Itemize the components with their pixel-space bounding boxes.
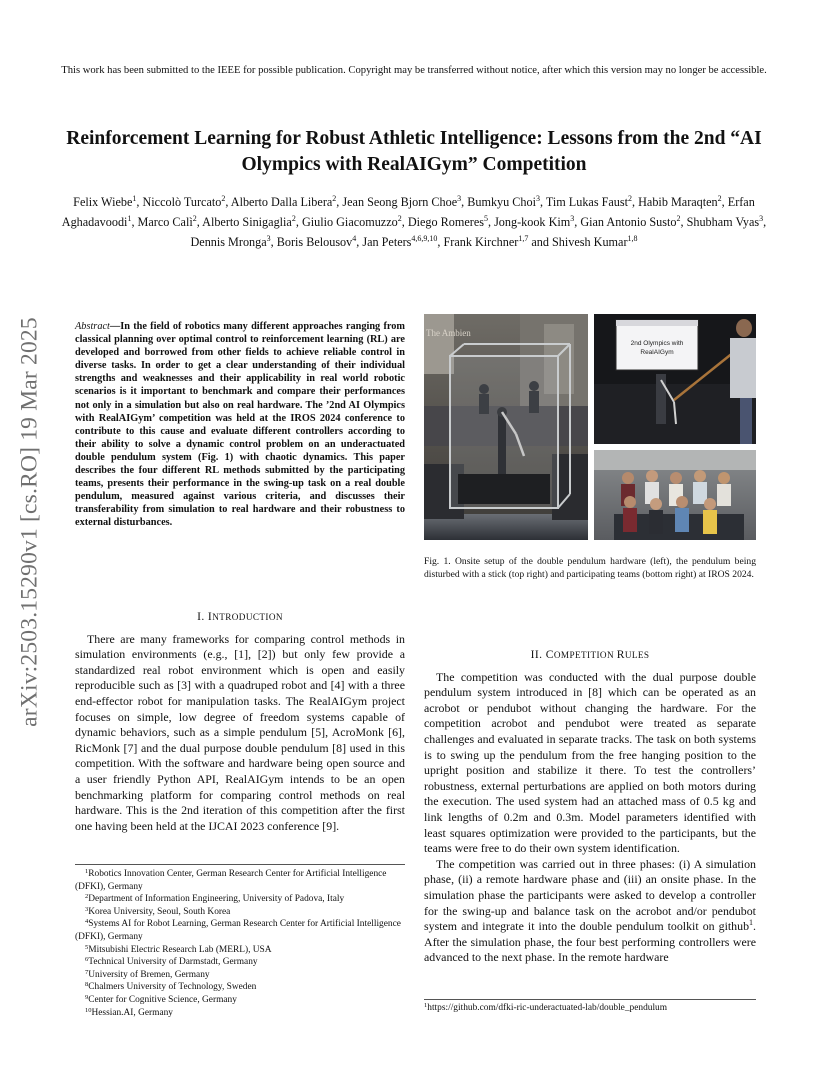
- banner-text: The Ambien: [426, 328, 471, 338]
- author-name: Boris Belousov: [276, 235, 353, 249]
- hardware-setup-photo: [424, 314, 588, 540]
- author-name: Jan Peters: [362, 235, 412, 249]
- footnote: $^3$Korea University, Seoul, South Korea: [85, 905, 231, 917]
- affiliation-footnotes: [75, 864, 405, 1019]
- footnote: $^2$Department of Information Engineering, University of Padova, Italy: [85, 893, 345, 905]
- author-affiliation: 2: [676, 214, 681, 223]
- author-list: Felix Wiebe$^1$, Niccolò Turcato$^2$, Alberto Dalla Libera$^2$, Jean Seong Bjorn Choe$^3$, Bumkyu Choi$^3$, Tim Lukas Faust$^2$, Habib Maraqten$^2$, Erfan Aghadavoodi$^1$, Marco Calì$^2$, Alberto Sinigaglia$^2$, Giulio Giacomuzzo$^2$, Diego Romeres$^5$, Jong-kook Kim$^3$, Gian Antonio Susto$^2$, Shubham Vyas$^3$, Dennis Mronga$^3$, Boris Belousov$^4$, Jan Peters$^{4,6,9,10}$, Frank Kirchner$^{1,7}$ and Shivesh Kumar$^{1,8}$: [61, 194, 767, 249]
- author-affiliation: 4: [352, 234, 357, 243]
- author-name: Bumkyu Choi: [467, 195, 536, 209]
- intro-paragraph: There are many frameworks for comparing control methods in simulation environments (e.g., [1], [2]) but only few provide a standardized real robot environment which is open and easily reproducible such as [3] with a quadruped robot and [4] with a three end-effector robot for manipulation tasks. The RealAIGym project focuses on simple, low degree of freedom systems capable of dynamic behaviors, such as a simple pendulum [5], AcroMonk [6], RicMonk [7] and the dual purpose double pendulum [8] used in this competition. With the software and hardware being open source and a user friendly Python API, RealAIGym intends to be an open benchmarking platform for comparing control methods on real hardware. This is the 2nd iteration of this competition after the first one having been held at the IJCAI 2023 conference [9].: [75, 631, 405, 833]
- introduction-section: [75, 609, 405, 834]
- copyright-notice: This work has been submitted to the IEEE for possible publication. Copyright may be transferred without notice, after which this version may no longer be accessible.: [61, 65, 767, 76]
- footnote: $^7$University of Bremen, Germany: [85, 968, 210, 980]
- competition-rules-section: [424, 647, 756, 966]
- author-affiliation: 2: [221, 194, 226, 203]
- author-affiliation: 1: [127, 214, 132, 223]
- arxiv-stamp: [10, 282, 50, 762]
- author-affiliation: 1,8: [627, 234, 638, 243]
- author-name: Alberto Dalla Libera: [230, 195, 333, 209]
- footnote: $^5$Mitsubishi Electric Research Lab (MERL), USA: [85, 943, 272, 955]
- author-affiliation: 2: [397, 214, 402, 223]
- author-affiliation: 3: [457, 194, 462, 203]
- abstract: [75, 320, 405, 530]
- author-name: Gian Antonio Susto: [580, 215, 677, 229]
- figure-1: [424, 314, 756, 540]
- disturbance-photo: [594, 314, 756, 444]
- github-url[interactable]: https://github.com/dfki-ric-underactuated-lab/double_pendulum: [427, 1003, 668, 1013]
- author-affiliation: 2: [332, 194, 337, 203]
- author-affiliation: 2: [628, 194, 633, 203]
- author-affiliation: 3: [759, 214, 764, 223]
- author-affiliation: 2: [291, 214, 296, 223]
- screen-text-1: 2nd Olympics with: [630, 340, 684, 347]
- teams-photo: [594, 450, 756, 540]
- author-name: Alberto Sinigaglia: [202, 215, 292, 229]
- figure-photos: [424, 314, 756, 540]
- author-name: Shivesh Kumar: [552, 235, 628, 249]
- arxiv-id: arXiv:2503.15290v1 [cs.RO] 19 Mar 2025: [16, 317, 43, 727]
- abstract-text: In the field of robotics many different approaches ranging from classical planning over optimal control to reinforcement learning (RL) are developed and borrowed from other fields to achieve reliable control in diverse tasks. In order to get a clear understanding of their individual strengths and weaknesses and their applicability in real world robotic scenarios is it important to benchmark and compare their performances not only in a simulation but also on real hardware. The ’2nd AI Olympics with RealAIGym’ competition was held at the IROS 2024 conference to contribute to this cause and evaluate different controllers according to their ability to solve a dynamic control problem on an underactuated double pendulum system (Fig. 1) with chaotic dynamics. This paper describes the four different RL methods submitted by the participating teams, presents their performance in the swing-up task on a real double pendulum, measured against various criteria, and discusses their transferability from simulation to real hardware and their robustness to external disturbances.: [75, 321, 405, 529]
- footnote: $^8$Chalmers University of Technology, Sweden: [85, 981, 257, 993]
- author-name: Felix Wiebe: [73, 195, 133, 209]
- author-affiliation: 1: [132, 194, 137, 203]
- rules-paragraph-2: The competition was carried out in three phases: (i) A simulation phase, (ii) a remote hardware phase and (iii) an onsite phase. In the simulation phase the participants were asked to develop a controller for the swing-up and balance task on the acrobot and/or pendubot system and integrate it into the double pendulum toolkit on github$^1$. After the simulation phase, the four best performing controllers were advanced to the next phase. In the remote hardware: [424, 856, 756, 965]
- screen-text-2: RealAIGym: [640, 349, 674, 356]
- author-name: Niccolò Turcato: [142, 195, 222, 209]
- author-name: Marco Calì: [137, 215, 193, 229]
- author-affiliation: 2: [192, 214, 197, 223]
- author-name: Diego Romeres: [407, 215, 484, 229]
- author-name: Jean Seong Bjorn Choe: [342, 195, 458, 209]
- section-heading-competition-rules: II. COMPETITION RULES: [530, 648, 650, 661]
- author-name: Tim Lukas Faust: [545, 195, 629, 209]
- footnote: $^1$Robotics Innovation Center, German Research Center for Artificial Intelligence (DFKI), Germany: [75, 868, 387, 892]
- figure-1-caption: Fig. 1. Onsite setup of the double pendulum hardware (left), the pendulum being disturbed with a stick (top right) and participating teams (bottom right) at IROS 2024.: [424, 556, 756, 580]
- abstract-dash: —: [109, 321, 121, 332]
- footnote: $^{10}$Hessian.AI, Germany: [85, 1006, 173, 1018]
- footnote: $^4$Systems AI for Robot Learning, German Research Center for Artificial Intelligence (DFKI), Germany: [75, 918, 401, 942]
- author-name: Giulio Giacomuzzo: [301, 215, 398, 229]
- author-name: Jong-kook Kim: [494, 215, 571, 229]
- footnote: $^9$Center for Cognitive Science, Germany: [85, 993, 237, 1005]
- abstract-label: Abstract: [75, 321, 110, 332]
- author-affiliation: 1,7: [518, 234, 529, 243]
- author-affiliation: 4,6,9,10: [411, 234, 438, 243]
- author-name: Habib Maraqten: [638, 195, 718, 209]
- rules-paragraph-1: The competition was conducted with the dual purpose double pendulum system introduced in [8] which can be operated as an acrobot or pendubot without changing the hardware. For the competition acrobot and pendubot were treated as separate challenges and evaluated in separate tracks. The task on both systems is to swing up the pendulum from the free hanging position to the upright position and stabilize it there. To test the controllers’ robustness, external perturbations are applied on both motors during the execution. The used system had an attached mass of 0.5 kg and link lengths of 0.2m and 0.3m. Model parameters identified with least squares optimization were provided to the participants, but the teams were free to do their own system identification.: [424, 669, 756, 856]
- section-heading-introduction: I. INTRODUCTION: [197, 610, 283, 623]
- author-name: Erfan Aghadavoodi: [61, 195, 755, 229]
- url-footnote: $^1$https://github.com/dfki-ric-underactuated-lab/double_pendulum: [424, 999, 756, 1014]
- author-affiliation: 3: [570, 214, 575, 223]
- author-name: Frank Kirchner: [443, 235, 519, 249]
- footnote: $^6$Technical University of Darmstadt, Germany: [85, 956, 258, 968]
- author-affiliation: 5: [483, 214, 488, 223]
- paper-title: Reinforcement Learning for Robust Athletic Intelligence: Lessons from the 2nd “AI Olympics with RealAIGym” Competition: [66, 128, 762, 175]
- author-name: Dennis Mronga: [190, 235, 267, 249]
- author-affiliation: 3: [266, 234, 271, 243]
- author-affiliation: 3: [535, 194, 540, 203]
- footnote-ref[interactable]: 1: [749, 918, 754, 928]
- author-name: Shubham Vyas: [686, 215, 760, 229]
- author-affiliation: 2: [717, 194, 722, 203]
